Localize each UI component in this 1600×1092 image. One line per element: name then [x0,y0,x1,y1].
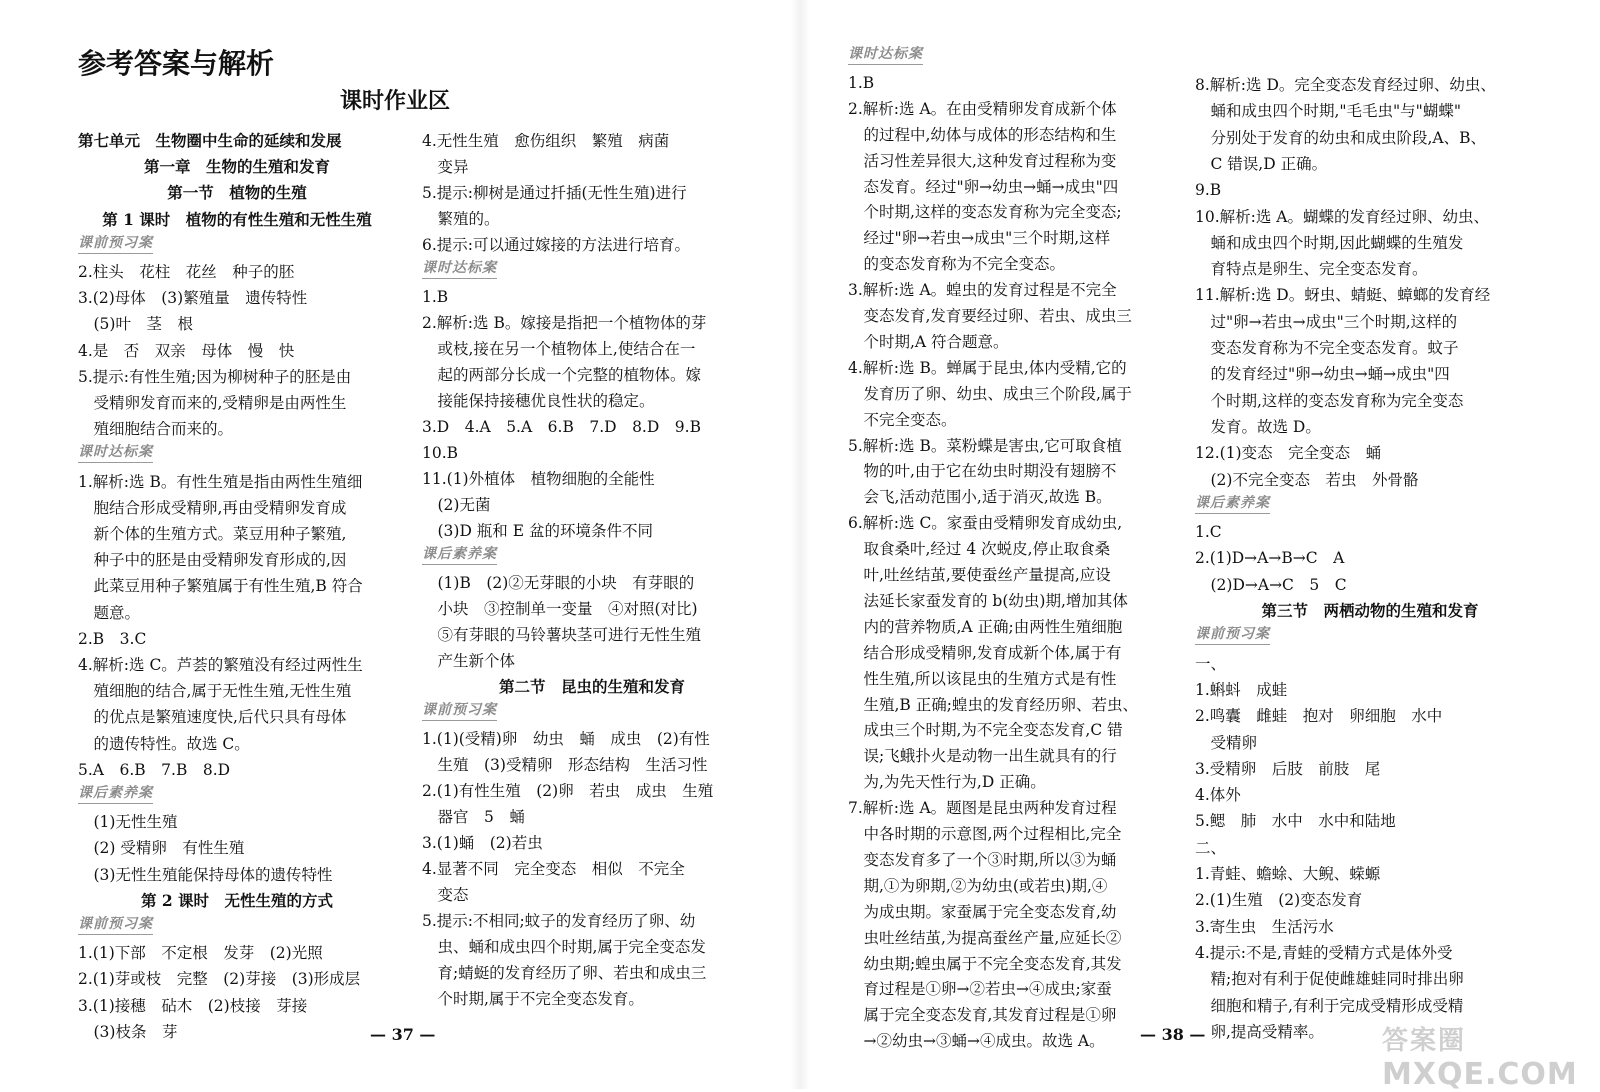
answer-line: 受精卵 [1195,733,1258,752]
answer-line: 题意。 [78,603,141,622]
answer-line: 12.(1)变态 完全变态 蛹 [1195,444,1382,463]
answer-line: 一、 [1195,654,1227,673]
section-tag: 课前预习案 [78,233,153,254]
answer-line: 5.提示:不相同;蚊子的发育经历了卵、幼 [422,912,696,930]
answer-line: (2)D→A→C 5 C [1195,575,1347,594]
answer-line: 器官 5 蛹 [422,808,525,826]
answer-line: 3.D 4.A 5.A 6.B 7.D 8.D 9.B [422,418,701,436]
answer-line: 二、 [1195,838,1227,857]
answer-line: 虫、蛹和成虫四个时期,属于完全变态发 [422,938,706,956]
answer-line: ⑤有芽眼的马铃薯块茎可进行无性生殖 [422,626,702,644]
watermark-line-1: 答案圈 [1382,1026,1467,1056]
answer-line: 属于完全变态发育,其发育过程是①卵 [848,1006,1117,1025]
section-tag: 课时达标案 [78,442,153,463]
answer-line: 态发育。经过"卵→幼虫→蛹→成虫"四 [848,177,1119,196]
section-tag: 课后素养案 [422,544,497,565]
answer-line: 3.(1)蛹 (2)若虫 [422,834,543,852]
answer-line: (2) 受精卵 有性生殖 [78,839,245,858]
answer-line: 的遗传特性。故选 C。 [78,734,250,753]
section-heading: 第 1 课时 植物的有性生殖和无性生殖 [102,209,372,229]
answer-line: 2.解析:选 B。嫁接是指把一个植物体的芽 [422,314,707,332]
answer-line: 新个体的生殖方式。菜豆用种子繁殖, [78,525,347,543]
answer-line: 4.是 否 双亲 母体 慢 快 [78,341,295,360]
answer-line: 生殖,B 正确;蝗虫的发育经历卵、若虫、 [848,695,1138,714]
answer-line: 10.解析:选 A。蝴蝶的发育经过卵、幼虫、 [1195,207,1489,226]
section-tag: 课后素养案 [1195,493,1270,514]
answer-line: 1.B [848,73,875,92]
answer-line: 变态发育,发育要经过卵、若虫、成虫三 [848,307,1132,325]
answer-line: 繁殖的。 [422,210,500,228]
right-page [810,0,1600,1089]
answer-line: 发育历了卵、幼虫、成虫三个阶段,属于 [848,384,1132,403]
answer-line: 育特点是卵生、完全变态发育。 [1195,260,1428,279]
answer-line: 殖细胞的结合,属于无性生殖,无性生殖 [78,682,352,701]
answer-line: 的变态发育称为不完全变态。 [848,255,1066,274]
answer-line: 经过"卵→若虫→成虫"三个时期,这样 [848,229,1111,248]
answer-line: 3.解析:选 A。蝗虫的发育过程是不完全 [848,281,1117,300]
answer-line: 1.(1)(受精)卵 幼虫 蛹 成虫 (2)有性 [422,730,710,748]
book-gutter [790,0,810,1089]
answer-line: 个时期,属于不完全变态发育。 [422,990,644,1008]
answer-line: 1.青蛙、蟾蜍、大鲵、蝾螈 [1195,865,1381,883]
answer-line: 个时期,A 符合题意。 [848,332,1009,351]
answer-line: 结合形成受精卵,发育成新个体,属于有 [848,643,1122,662]
left-page [0,0,790,1089]
answer-line: 生殖 (3)受精卵 形态结构 生活习性 [422,756,708,774]
answer-line: 1.(1)下部 不定根 发芽 (2)光照 [78,944,323,963]
answer-line: 活习性差异很大,这种发育过程称为变 [848,151,1117,170]
answer-line: 6.提示:可以通过嫁接的方法进行培育。 [422,236,691,254]
answer-line: 受精卵发育而来的,受精卵是由两性生 [78,394,347,412]
answer-line: 成虫三个时期,为不完全变态发育,C 错 [848,721,1123,740]
answer-line: 的优点是繁殖速度快,后代只具有母体 [78,708,347,727]
answer-line: 4.解析:选 B。蝉属于昆虫,体内受精,它的 [848,358,1127,377]
answer-line: 2.解析:选 A。在由受精卵发育成新个体 [848,99,1117,118]
answer-line: 叶,吐丝结茧,要使蚕丝产量提高,应设 [848,566,1111,584]
answer-line: (5)叶 茎 根 [78,315,193,334]
answer-line: →②幼虫→③蛹→④成虫。故选 A。 [848,1032,1105,1051]
answer-line: 变态 [422,886,469,904]
section-heading: 第一章 生物的生殖和发育 [143,157,330,177]
answer-line: 物的叶,由于它在幼虫时期没有翅膀不 [848,462,1117,481]
answer-line: 9.B [1195,181,1222,200]
answer-line: 为成虫期。家蚕属于完全变态发育,幼 [848,902,1117,921]
answer-line: 接能保持接穗优良性状的稳定。 [422,392,655,410]
answer-line: 变态发育称为不完全变态发育。蚊子 [1195,339,1459,357]
section-tag: 课后素养案 [78,783,153,804]
answer-line: 蛹和成虫四个时期,"毛毛虫"与"蝴蝶" [1195,102,1461,121]
answer-line: 虫吐丝结茧,为提高蚕丝产量,应延长② [848,928,1122,947]
section-heading: 第三节 两栖动物的生殖和发育 [1261,601,1479,620]
section-heading: 第 2 课时 无性生殖的方式 [140,890,334,910]
answer-line: 小块 ③控制单一变量 ④对照(对比) [422,600,698,618]
answer-line: 3.(1)接穗 砧木 (2)枝接 芽接 [78,996,308,1015]
answer-line: 育;蜻蜓的发育经历了卵、若虫和成虫三 [422,964,707,982]
watermark-line-2: MXQE.COM [1382,1057,1578,1092]
answer-line: 起的两部分长成一个完整的植物体。嫁 [422,366,702,384]
answer-line: 种子中的胚是由受精卵发育形成的,因 [78,551,347,570]
answer-line: 10.B [422,444,459,462]
section-heading: 第一节 植物的生殖 [167,183,307,203]
answer-line: 产生新个体 [422,652,516,670]
answer-line: 5.A 6.B 7.B 8.D [78,760,231,779]
answer-line: 卵,提高受精率。 [1195,1022,1324,1041]
answer-line: 2.(1)有性生殖 (2)卵 若虫 成虫 生殖 [422,782,714,800]
answer-line: 过"卵→若虫→成虫"三个时期,这样的 [1195,312,1458,331]
answer-line: 法延长家蚕发育的 b(幼虫)期,增加其体 [848,591,1128,610]
answer-line: 4.解析:选 C。芦荟的繁殖没有经过两性生 [78,656,363,674]
answer-line: 胞结合形成受精卵,再由受精卵发育成 [78,498,347,517]
section-tag: 课时达标案 [422,258,497,279]
answer-line: 的过程中,幼体与成体的形态结构和生 [848,125,1117,144]
answer-line: 性生殖,所以该昆虫的生殖方式是有性 [848,669,1117,688]
page-number-right: — 38 — [1140,1025,1206,1044]
answer-line: (3)D 瓶和 E 盆的环境条件不同 [422,522,653,540]
answer-line: (3)枝条 芽 [78,1022,178,1041]
answer-line: 11.解析:选 D。蚜虫、蜻蜓、蟑螂的发育经 [1195,286,1491,305]
answer-line: C 错误,D 正确。 [1195,154,1328,173]
answer-line: 2.(1)D→A→B→C A [1195,549,1345,568]
answer-line: 不完全变态。 [848,410,957,429]
answer-line: (2)无菌 [422,496,491,514]
answer-line: 1.解析:选 B。有性生殖是指由两性生殖细 [78,472,363,491]
answer-line: 4.提示:不是,青蛙的受精方式是体外受 [1195,943,1453,962]
answer-line: 8.解析:选 D。完全变态发育经过卵、幼虫、 [1195,76,1496,94]
answer-line: 分别处于发育的幼虫和成虫阶段,A、B、 [1195,128,1487,147]
answer-line: 中各时期的示意图,两个过程相比,完全 [848,825,1122,843]
answer-line: 7.解析:选 A。题图是昆虫两种发育过程 [848,799,1117,818]
answer-line: 1.B [422,288,449,306]
answer-line: 取食桑叶,经过 4 次蜕皮,停止取食桑 [848,540,1111,559]
answer-line: 育过程是①卵→②若虫→④成虫;家蚕 [848,980,1112,999]
answer-line: 幼虫期;蝗虫属于不完全变态发育,其发 [848,954,1122,973]
answer-line: 2.B 3.C [78,629,147,648]
answer-line: 5.提示:有性生殖;因为柳树种子的胚是由 [78,367,352,386]
answer-line: 3.寄生虫 生活污水 [1195,917,1334,936]
answer-line: 5.鳃 肺 水中 水中和陆地 [1195,812,1396,831]
answer-line: 5.提示:柳树是通过扦插(无性生殖)进行 [422,184,687,202]
main-title: 参考答案与解析 [78,47,275,80]
answer-line: 期,①为卵期,②为幼虫(或若虫)期,④ [848,876,1108,895]
answer-line: 个时期,这样的变态发育称为完全变态; [848,203,1122,222]
answer-line: 误;飞蛾扑火是动物一出生就具有的行 [848,747,1117,766]
answer-line: 内的营养物质,A 正确;由两性生殖细胞 [848,617,1123,636]
answer-line: 3.(2)母体 (3)繁殖量 遗传特性 [78,289,308,308]
answer-line: 细胞和精子,有利于完成受精形成受精 [1195,996,1464,1015]
answer-line: 或枝,接在另一个植物体上,使结合在一 [422,340,696,358]
answer-line: 殖细胞结合而来的。 [78,420,234,439]
answer-line: (3)无性生殖能保持母体的遗传特性 [78,865,333,884]
answer-line: 6.解析:选 C。家蚕由受精卵发育成幼虫, [848,514,1123,533]
answer-line: 4.显著不同 完全变态 相似 不完全 [422,860,685,878]
page-number-left: — 37 — [370,1025,436,1044]
answer-line: 个时期,这样的变态发育称为完全变态 [1195,391,1464,410]
answer-line: 1.C [1195,523,1222,542]
answer-line: 发育。故选 D。 [1195,417,1321,436]
answer-line: 精;抱对有利于促使雌雄蛙同时排出卵 [1195,970,1464,989]
watermark-logo [1382,1020,1578,1092]
answer-line: 2.(1)生殖 (2)变态发育 [1195,891,1363,910]
section-heading: 第二节 昆虫的生殖和发育 [498,677,685,696]
answer-line: (1)B (2)②无芽眼的小块 有芽眼的 [422,574,695,592]
answer-line: 3.受精卵 后肢 前肢 尾 [1195,759,1381,778]
answer-line: 1.蝌蚪 成蛙 [1195,680,1288,699]
section-heading: 第七单元 生物圈中生命的延续和发展 [78,131,342,150]
answer-line: 会飞,活动范围小,适于消灭,故选 B。 [848,488,1112,507]
section-tag: 课前预习案 [422,700,497,721]
answer-line: (1)无性生殖 [78,813,178,832]
answer-line: 2.鸣囊 雌蛙 抱对 卵细胞 水中 [1195,707,1443,726]
answer-line: 的发育经过"卵→幼虫→蛹→成虫"四 [1195,365,1450,384]
section-tag: 课前预习案 [1195,624,1270,645]
answer-line: 为,为先天性行为,D 正确。 [848,773,1046,792]
answer-line: 4.无性生殖 愈伤组织 繁殖 病菌 [422,132,670,150]
area-title: 课时作业区 [340,89,451,114]
answer-line: 2.(1)芽或枝 完整 (2)芽接 (3)形成层 [78,970,361,989]
answer-line: 变态发育多了一个③时期,所以③为蛹 [848,850,1117,869]
answer-line: 变异 [422,158,469,176]
answer-line: 2.柱头 花柱 花丝 种子的胚 [78,263,295,281]
section-tag: 课时达标案 [848,44,923,65]
answer-line: 蛹和成虫四个时期,因此蝴蝶的生殖发 [1195,233,1464,252]
answer-line: 5.解析:选 B。菜粉蝶是害虫,它可取食植 [848,436,1122,455]
answer-line: 此菜豆用种子繁殖属于有性生殖,B 符合 [78,577,363,596]
answer-line: 4.体外 [1195,786,1241,805]
answer-line: 11.(1)外植体 植物细胞的全能性 [422,470,655,488]
section-tag: 课前预习案 [78,914,153,935]
answer-line: (2)不完全变态 若虫 外骨骼 [1195,470,1419,489]
